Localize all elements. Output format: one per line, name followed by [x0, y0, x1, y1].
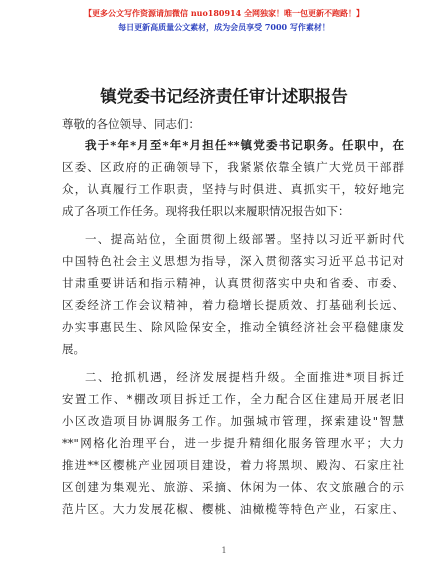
paragraph-1-line-4: 成了各项工作任务。现将我任职以来履职情况报告如下： [62, 204, 350, 218]
paragraph-2-line-3: 甘肃重要讲话和指示精神，认真贯彻落实中央和省委、市委、 [62, 276, 404, 290]
paragraph-1-line-3: 众，认真履行工作职责，坚持与时俱进、真抓实干，较好地完 [62, 182, 404, 196]
paragraph-2-line-6: 展。 [62, 342, 85, 356]
document-title: 镇党委书记经济责任审计述职报告 [100, 87, 348, 106]
paragraph-3-line-7: 范片区。大力发展花椒、樱桃、油橄榄等特色产业，石家庄、 [62, 502, 404, 516]
paragraph-1-line-2: 区委、区政府的正确领导下，我紧紧依靠全镇广大党员干部群 [62, 160, 404, 174]
paragraph-3-line-6: 区创建为集观光、旅游、采摘、休闲为一体、农文旅融合的示 [62, 480, 404, 494]
paragraph-3-line-5: 推进**区樱桃产业园项目建设，着力将黑坝、殿沟、石家庄社 [62, 458, 404, 472]
paragraph-3-line-2: 安置工作、*棚改项目拆迁工作，全力配合区住建局开展老旧 [62, 392, 404, 406]
page-number: 1 [221, 546, 227, 555]
promo-banner-line-2: 每日更新高质量公文素材，成为会员享受 7000 写作素材！ [118, 22, 330, 32]
paragraph-1-line-1: 我于*年*月至*年*月担任**镇党委书记职务。任职中，在 [85, 138, 404, 152]
paragraph-3-line-4: **"网格化治理平台，进一步提升精细化服务管理水平；大力 [62, 436, 404, 450]
paragraph-3-line-3: 小区改造项目协调服务工作。加强城市管理，探索建设"智慧 [62, 414, 404, 428]
paragraph-2-line-5: 办实事惠民生、除风险保安全，推动全镇经济社会平稳健康发 [62, 320, 404, 334]
salutation: 尊敬的各位领导、同志们： [62, 117, 200, 131]
paragraph-2-line-4: 区委经济工作会议精神，着力稳增长提质效、打基础利长远、 [62, 298, 404, 312]
paragraph-2-line-2: 中国特色社会主义思想为指导，深入贯彻落实习近平总书记对 [62, 254, 404, 268]
paragraph-2-line-1: 一、提高站位，全面贯彻上级部署。坚持以习近平新时代 [85, 232, 404, 246]
paragraph-3-line-1: 二、抢抓机遇，经济发展提档升级。全面推进*项目拆迁 [85, 370, 404, 384]
promo-banner-line-1: 【更多公文写作资源请加微信 nuo180914 全网独家！唯一包更新不跑路！】 [84, 8, 364, 18]
